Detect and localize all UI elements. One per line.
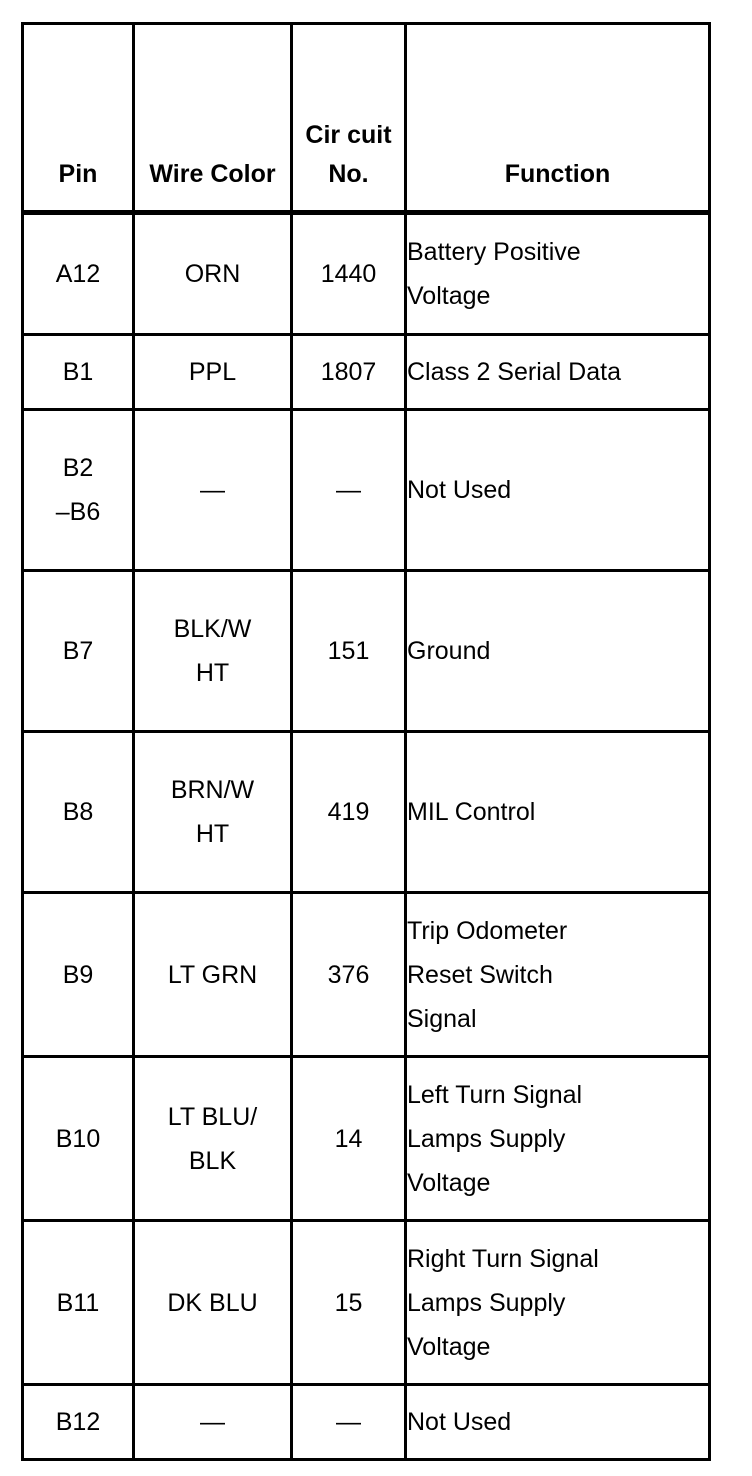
- circuit-cell: [292, 213, 406, 335]
- pin-cell: [23, 732, 134, 893]
- circuit-cell: [292, 893, 406, 1057]
- header-pin-label: Pin: [58, 160, 98, 188]
- function-cell-line: Voltage: [407, 1332, 491, 1361]
- function-cell-line: Trip Odometer: [407, 916, 568, 945]
- circuit-cell-text: 419: [327, 798, 370, 826]
- circuit-cell: [292, 335, 406, 410]
- circuit-cell: [292, 732, 406, 893]
- function-cell: [406, 1221, 710, 1385]
- header-wire-color-line-2: Color: [210, 160, 276, 188]
- pin-cell: [23, 893, 134, 1057]
- circuit-cell: [292, 571, 406, 732]
- header-wire-color: [134, 24, 292, 213]
- pin-cell-line: B7: [62, 637, 94, 665]
- table-row: [23, 335, 710, 410]
- header-pin: [23, 24, 134, 213]
- table-row: [23, 571, 710, 732]
- pin-cell: [23, 1385, 134, 1460]
- wire-color-cell: [134, 732, 292, 893]
- table-row: [23, 893, 710, 1057]
- wire-color-cell-line: LT BLU/: [167, 1102, 258, 1131]
- table-row: [23, 1385, 710, 1460]
- pin-cell: [23, 410, 134, 571]
- function-cell: [406, 410, 710, 571]
- header-circuit-no-line-1: Cir: [305, 121, 341, 149]
- pin-cell-line: A12: [55, 260, 101, 288]
- wire-color-cell-line: HT: [195, 659, 230, 687]
- wire-color-cell-line: BLK: [188, 1146, 237, 1175]
- function-cell: [406, 732, 710, 893]
- circuit-cell: [292, 1057, 406, 1221]
- function-cell: [406, 335, 710, 410]
- wire-color-cell-line: BRN/W: [170, 776, 255, 804]
- table-row: [23, 1221, 710, 1385]
- pin-cell: [23, 1221, 134, 1385]
- pin-cell-line: B12: [55, 1408, 101, 1436]
- circuit-cell-text: 376: [327, 960, 370, 989]
- pin-cell-line: B11: [56, 1288, 100, 1317]
- function-cell-line: Right Turn Signal: [407, 1244, 599, 1273]
- pin-cell-line: B10: [55, 1124, 101, 1153]
- wire-color-cell: [134, 1221, 292, 1385]
- wire-color-cell-line: HT: [195, 820, 230, 848]
- pin-cell-line: –B6: [55, 498, 101, 526]
- function-cell: [406, 893, 710, 1057]
- function-cell-line: Not Used: [407, 476, 512, 504]
- pin-cell: [23, 335, 134, 410]
- table-row: [23, 410, 710, 571]
- wire-color-cell: [134, 1057, 292, 1221]
- pin-cell-line: B8: [62, 798, 94, 826]
- function-cell: [406, 213, 710, 335]
- wire-color-cell: [134, 893, 292, 1057]
- function-cell-line: Class 2 Serial Data: [407, 358, 621, 386]
- wire-color-cell: [134, 571, 292, 732]
- function-cell-line: Ground: [407, 637, 491, 665]
- function-cell-line: Reset Switch: [407, 960, 553, 989]
- wire-color-cell: [134, 410, 292, 571]
- circuit-cell-text: 15: [334, 1288, 363, 1317]
- wire-color-cell: [134, 213, 292, 335]
- wire-color-cell-line: PPL: [188, 358, 237, 386]
- pin-cell: [23, 571, 134, 732]
- wire-color-cell: [134, 1385, 292, 1460]
- wire-color-cell-line: BLK/W: [173, 615, 252, 643]
- wire-color-cell-line: —: [200, 1408, 225, 1436]
- wire-color-cell: [134, 335, 292, 410]
- header-function: [406, 24, 710, 213]
- function-cell-line: Voltage: [407, 1168, 491, 1197]
- wire-color-cell-line: —: [200, 476, 225, 504]
- function-cell-line: MIL Control: [407, 798, 536, 826]
- table-body: [23, 213, 710, 1460]
- circuit-cell-text: —: [336, 476, 361, 504]
- header-function-label: Function: [504, 160, 611, 188]
- table-row: [23, 213, 710, 335]
- function-cell: [406, 571, 710, 732]
- pin-cell-line: B2: [62, 454, 94, 482]
- circuit-cell: [292, 1221, 406, 1385]
- pin-cell: [23, 1057, 134, 1221]
- header-circuit-no-line-3: No.: [328, 160, 369, 188]
- pin-cell: [23, 213, 134, 335]
- header-circuit-no: [292, 24, 406, 213]
- connector-pinout-table: [21, 22, 711, 1461]
- function-cell-line: Battery Positive: [407, 238, 581, 266]
- wire-color-cell-line: LT GRN: [167, 960, 258, 989]
- wire-color-cell-line: ORN: [184, 260, 241, 288]
- function-cell-line: Signal: [407, 1004, 477, 1033]
- circuit-cell-text: 151: [327, 637, 370, 665]
- circuit-cell-text: —: [336, 1408, 361, 1436]
- circuit-cell-text: 14: [334, 1124, 363, 1153]
- header-wire-color-line-1: Wire: [149, 160, 204, 188]
- circuit-cell: [292, 410, 406, 571]
- pin-cell-line: B1: [62, 358, 94, 386]
- function-cell: [406, 1385, 710, 1460]
- function-cell-line: Lamps Supply: [407, 1288, 566, 1317]
- pin-cell-line: B9: [62, 960, 94, 989]
- function-cell-line: Not Used: [407, 1408, 512, 1436]
- function-cell-line: Left Turn Signal: [407, 1080, 583, 1109]
- header-row: [23, 24, 710, 213]
- table-header: [23, 24, 710, 213]
- header-circuit-no-line-2: cuit: [347, 121, 392, 149]
- function-cell-line: Lamps Supply: [407, 1124, 566, 1153]
- table-row: [23, 1057, 710, 1221]
- table-row: [23, 732, 710, 893]
- function-cell-line: Voltage: [407, 282, 491, 310]
- circuit-cell-text: 1440: [320, 260, 377, 288]
- circuit-cell: [292, 1385, 406, 1460]
- function-cell: [406, 1057, 710, 1221]
- wire-color-cell-line: DK BLU: [167, 1288, 258, 1317]
- circuit-cell-text: 1807: [320, 358, 377, 386]
